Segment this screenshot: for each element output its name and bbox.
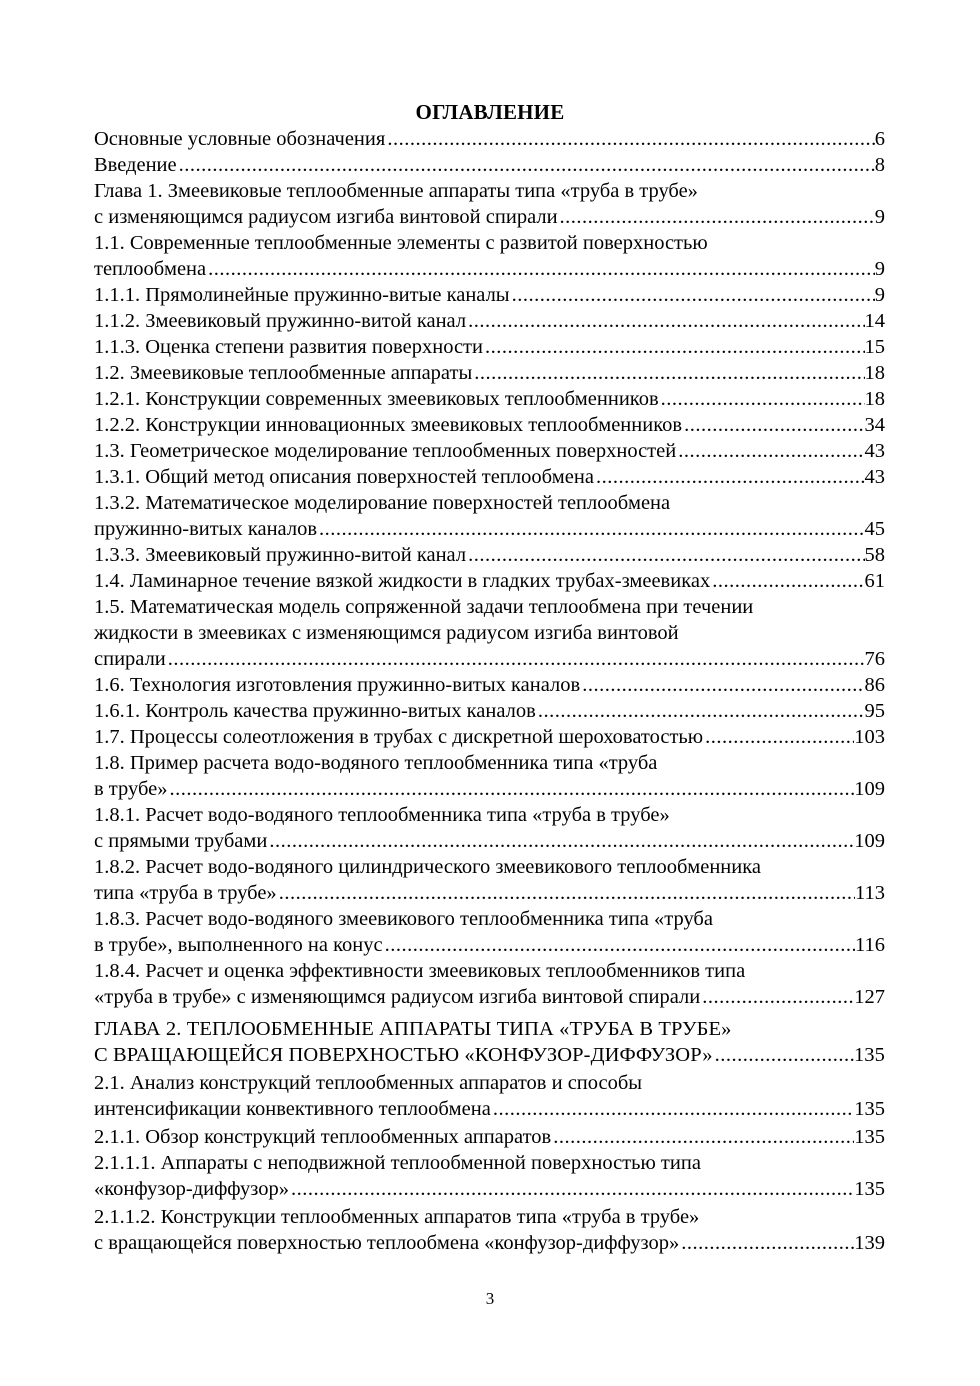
toc-entry <box>94 438 885 464</box>
toc-entry-line <box>94 1070 885 1096</box>
toc-entry <box>94 308 885 334</box>
toc-entry-line <box>94 308 885 334</box>
toc-entry-line <box>94 828 885 854</box>
toc-entry <box>94 542 885 568</box>
toc-entry <box>94 412 885 438</box>
toc-entry-page: 18 <box>864 388 885 410</box>
toc-entry-line <box>94 646 885 672</box>
toc-entry-page: 14 <box>864 310 885 332</box>
toc-entry <box>94 386 885 412</box>
toc-entry-text: 1.3. Геометрическое моделирование теплообменных поверхностей <box>94 440 677 462</box>
toc-entry <box>94 178 885 230</box>
toc-entry-line <box>94 698 885 724</box>
dot-leader <box>291 1176 854 1202</box>
toc-entry-line <box>94 932 885 958</box>
toc-entry-page: 135 <box>853 1044 885 1066</box>
toc-entry <box>94 126 885 152</box>
toc-entry-page: 9 <box>874 206 885 228</box>
toc-entry-text: 1.3.1. Общий метод описания поверхностей теплообмена <box>94 466 594 488</box>
toc-entry-text: в трубе» <box>94 778 168 800</box>
toc-entry-line <box>94 334 885 360</box>
dot-leader <box>538 698 865 724</box>
toc-entry-page: 135 <box>854 1178 885 1200</box>
toc-entry-text: теплообмена <box>94 258 207 280</box>
toc-entry-text: с изменяющимся радиусом изгиба винтовой спирали <box>94 206 558 228</box>
dot-leader <box>553 1124 854 1150</box>
toc-entry-line <box>94 1204 885 1230</box>
toc-entry <box>94 802 885 854</box>
toc-entry-text: 2.1. Анализ конструкций теплообменных аппаратов и способы <box>94 1072 643 1094</box>
toc-entry-page: 116 <box>855 934 885 956</box>
toc-entry-line <box>94 490 885 516</box>
dot-leader <box>269 828 854 854</box>
toc-entry-line <box>94 256 885 282</box>
toc-entry-page: 109 <box>854 830 885 852</box>
toc-entry-text: 1.6.1. Контроль качества пружинно-витых каналов <box>94 700 536 722</box>
toc-entry-text: 1.2. Змеевиковые теплообменные аппараты <box>94 362 473 384</box>
dot-leader <box>715 1042 854 1068</box>
toc-entry-text: 1.1. Современные теплообменные элементы с развитой поверхностью <box>94 232 708 254</box>
toc-entry-page: 9 <box>874 258 885 280</box>
toc-entry-page: 43 <box>864 466 885 488</box>
toc-entry-page: 76 <box>864 648 885 670</box>
dot-leader <box>596 464 865 490</box>
toc-entry-text: 1.3.3. Змеевиковый пружинно-витой канал <box>94 544 467 566</box>
toc-entry-text: 1.4. Ламинарное течение вязкой жидкости в гладких трубах-змеевиках <box>94 570 711 592</box>
dot-leader <box>485 334 865 360</box>
toc-entry-line <box>94 360 885 386</box>
toc-entry-line <box>94 880 885 906</box>
toc-entry-text: Глава 1. Змеевиковые теплообменные аппараты типа «труба в трубе» <box>94 180 698 202</box>
toc-entry-page: 61 <box>864 570 885 592</box>
toc-entry <box>94 360 885 386</box>
toc-entry-text: 1.2.2. Конструкции инновационных змеевиковых теплообменников <box>94 414 683 436</box>
toc-entry-line <box>94 984 885 1010</box>
toc-entry-line <box>94 1176 885 1202</box>
toc-entry-line <box>94 204 885 230</box>
toc-entry-page: 34 <box>864 414 885 436</box>
toc-entry-line <box>94 958 885 984</box>
toc-entry <box>94 282 885 308</box>
toc-entry-page: 139 <box>854 1232 885 1254</box>
dot-leader <box>684 412 864 438</box>
toc-entry-page: 135 <box>854 1126 885 1148</box>
dot-leader <box>168 646 865 672</box>
toc-entry-text: пружинно-витых каналов <box>94 518 317 540</box>
toc-entry-page: 18 <box>864 362 885 384</box>
toc-entry-line <box>94 906 885 932</box>
toc-entry <box>94 698 885 724</box>
toc-entry <box>94 1070 885 1122</box>
dot-leader <box>681 1230 854 1256</box>
toc-entry-page: 15 <box>864 336 885 358</box>
toc-entry-text: 2.1.1.1. Аппараты с неподвижной теплообменной поверхностью типа <box>94 1152 701 1174</box>
toc-entry <box>94 230 885 282</box>
toc-entry-text: 1.1.1. Прямолинейные пружинно-витые каналы <box>94 284 510 306</box>
toc-entry-line <box>94 802 885 828</box>
toc-entry-page: 127 <box>854 986 885 1008</box>
toc-entry-text: в трубе», выполненного на конус <box>94 934 383 956</box>
toc-entry-page: 9 <box>874 284 885 306</box>
toc-entry-text: «конфузор-диффузор» <box>94 1178 290 1200</box>
toc-entry-page: 103 <box>854 726 885 748</box>
toc-entry-line <box>94 776 885 802</box>
page-number: 3 <box>485 1289 495 1308</box>
toc-entry-line <box>94 126 885 152</box>
toc-entry <box>94 958 885 1010</box>
toc-entry-line <box>94 854 885 880</box>
toc-entry-text: 1.3.2. Математическое моделирование поверхностей теплообмена <box>94 492 671 514</box>
toc-entry-line <box>94 438 885 464</box>
toc-entry <box>94 594 885 672</box>
toc-entry-text: с прямыми трубами <box>94 830 268 852</box>
dot-leader <box>661 386 865 412</box>
toc-entry-text: 1.8. Пример расчета водо-водяного теплообменника типа «труба <box>94 752 658 774</box>
toc-entry-text: жидкости в змеевиках с изменяющимся радиусом изгиба винтовой <box>94 622 679 644</box>
dot-leader <box>468 542 864 568</box>
toc-entry-line <box>94 1016 885 1042</box>
toc-entry-text: 1.8.4. Расчет и оценка эффективности змеевиковых теплообменников типа <box>94 960 746 982</box>
toc-entry-text: 1.1.3. Оценка степени развития поверхности <box>94 336 483 358</box>
page-title: ОГЛАВЛЕНИЕ <box>415 100 565 124</box>
dot-leader <box>474 360 864 386</box>
dot-leader <box>702 984 854 1010</box>
toc-entry <box>94 568 885 594</box>
toc-entry-text: 1.8.1. Расчет водо-водяного теплообменника типа «труба в трубе» <box>94 804 670 826</box>
toc-entry-text: С ВРАЩАЮЩЕЙСЯ ПОВЕРХНОСТЬЮ «КОНФУЗОР-ДИФФУЗОР» <box>94 1044 713 1066</box>
toc-entry <box>94 152 885 178</box>
toc-entry-text: интенсификации конвективного теплообмена <box>94 1098 491 1120</box>
toc-entry-line <box>94 1124 885 1150</box>
toc-entry-line <box>94 1150 885 1176</box>
toc-entry-page: 6 <box>874 128 885 150</box>
toc-entry-text: 1.8.2. Расчет водо-водяного цилиндрического змеевикового теплообменника <box>94 856 761 878</box>
toc-entry-page: 95 <box>864 700 885 722</box>
dot-leader <box>678 438 864 464</box>
toc-entry <box>94 906 885 958</box>
toc-entry-text: с вращающейся поверхностью теплообмена «конфузор-диффузор» <box>94 1232 680 1254</box>
toc-entry-line <box>94 464 885 490</box>
toc-entry-text: «труба в трубе» с изменяющимся радиусом изгиба винтовой спирали <box>94 986 701 1008</box>
toc-entry-line <box>94 1042 885 1068</box>
toc-entry-page: 135 <box>854 1098 885 1120</box>
dot-leader <box>179 152 875 178</box>
toc-entry-text: типа «труба в трубе» <box>94 882 277 904</box>
toc-entry <box>94 1124 885 1150</box>
toc-entry-line <box>94 620 885 646</box>
toc-entry-line <box>94 230 885 256</box>
toc-entry-line <box>94 750 885 776</box>
dot-leader <box>560 204 875 230</box>
toc-entry-line <box>94 516 885 542</box>
toc-entry <box>94 1016 885 1068</box>
dot-leader <box>387 126 874 152</box>
toc-entry-page: 45 <box>864 518 885 540</box>
toc-entry-page: 58 <box>864 544 885 566</box>
toc-entry-line <box>94 178 885 204</box>
toc-entry <box>94 672 885 698</box>
toc-entry-page: 86 <box>864 674 885 696</box>
dot-leader <box>582 672 864 698</box>
toc-entry-text: спирали <box>94 648 166 670</box>
toc-entry <box>94 464 885 490</box>
toc-entry-line <box>94 1096 885 1122</box>
toc-entry-text: 1.1.2. Змеевиковый пружинно-витой канал <box>94 310 467 332</box>
toc-entry-text: Основные условные обозначения <box>94 128 386 150</box>
toc-entry <box>94 854 885 906</box>
toc-entry-page: 43 <box>864 440 885 462</box>
dot-leader <box>512 282 875 308</box>
dot-leader <box>712 568 864 594</box>
toc-entry-text: 2.1.1. Обзор конструкций теплообменных аппаратов <box>94 1126 552 1148</box>
toc-entry-line <box>94 568 885 594</box>
dot-leader <box>208 256 875 282</box>
dot-leader <box>319 516 865 542</box>
dot-leader <box>385 932 855 958</box>
toc-entry-text: Введение <box>94 154 177 176</box>
toc-entry-page: 8 <box>874 154 885 176</box>
toc-entry-line <box>94 152 885 178</box>
toc-entry-text: 2.1.1.2. Конструкции теплообменных аппаратов типа «труба в трубе» <box>94 1206 700 1228</box>
toc-entry-text: 1.8.3. Расчет водо-водяного змеевикового теплообменника типа «труба <box>94 908 713 930</box>
toc-entry-line <box>94 672 885 698</box>
toc-entry <box>94 1204 885 1256</box>
toc-entry-line <box>94 1230 885 1256</box>
toc-entry-text: 1.7. Процессы солеотложения в трубах с дискретной шероховатостью <box>94 726 704 748</box>
toc-entry-page: 113 <box>855 882 885 904</box>
toc-entry-line <box>94 412 885 438</box>
toc-entry-page: 109 <box>854 778 885 800</box>
dot-leader <box>279 880 855 906</box>
toc-entry-line <box>94 542 885 568</box>
dot-leader <box>493 1096 854 1122</box>
dot-leader <box>468 308 864 334</box>
toc-entry-text: 1.5. Математическая модель сопряженной задачи теплообмена при течении <box>94 596 754 618</box>
dot-leader <box>705 724 854 750</box>
toc-entry-text: 1.2.1. Конструкции современных змеевиковых теплообменников <box>94 388 659 410</box>
toc-entry-text: 1.6. Технология изготовления пружинно-витых каналов <box>94 674 581 696</box>
toc-entry-line <box>94 282 885 308</box>
toc-entry <box>94 750 885 802</box>
table-of-contents <box>94 126 885 1256</box>
toc-entry-line <box>94 386 885 412</box>
toc-entry-line <box>94 594 885 620</box>
dot-leader <box>169 776 854 802</box>
toc-entry <box>94 724 885 750</box>
toc-entry <box>94 490 885 542</box>
toc-entry-text: ГЛАВА 2. ТЕПЛООБМЕННЫЕ АППАРАТЫ ТИПА «ТРУБА В ТРУБЕ» <box>94 1018 732 1040</box>
toc-entry-line <box>94 724 885 750</box>
toc-entry <box>94 1150 885 1202</box>
toc-entry <box>94 334 885 360</box>
